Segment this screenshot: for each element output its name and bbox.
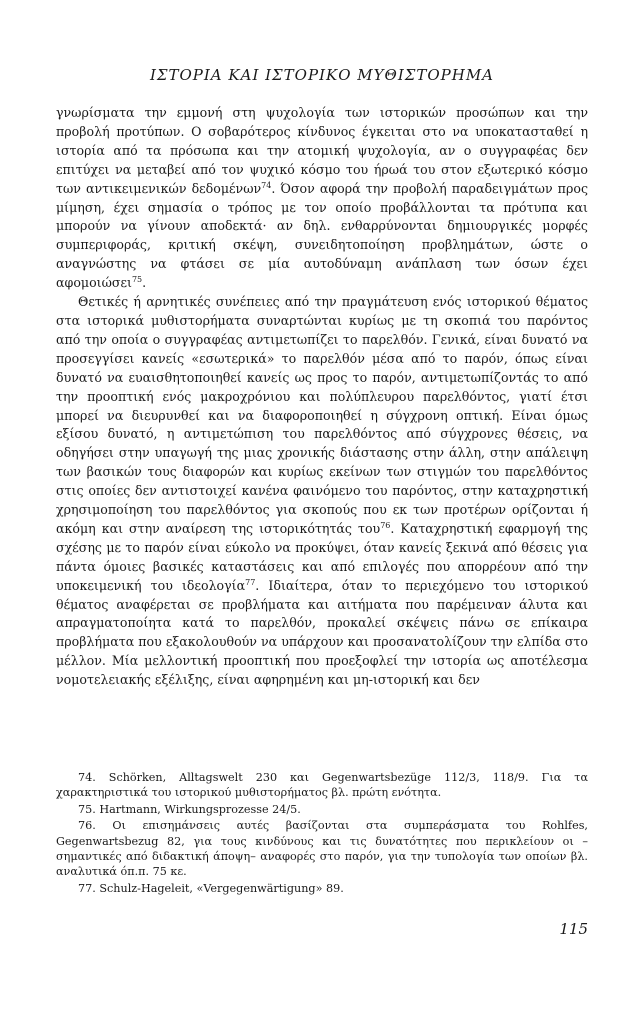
paragraph-1-text: . Όσον αφορά την προβολή παραδειγμάτων προς μίμηση, έχει σημασία ο τρόπος με τον οποίο προβάλλονται τα πρότυπα και μπορούν να γίνουν αποδεκτά· αν δηλ. ενθαρρύνονται δημιουργικές μορφές συμπεριφοράς, κριτική σκέψη, συνειδητοποίηση προβλημάτων, ώστε ο αναγνώστης να φτάσει σε μία αυτοδύναμη ανάπλαση των όσων έχει αφομοιώσει xyxy=(56,180,589,291)
body-text xyxy=(56,104,588,690)
footnote-77: 77. Schulz-Hageleit, «Vergegenwärtigung» 89. xyxy=(78,881,344,895)
paragraph-2-text: . Καταχρηστική εφαρμογή της σχέσης με το παρόν είναι εύκολο να προκύψει, όταν κανείς ξεκινά από θέσεις για πάντα όμοιες βασικές καταστάσεις και από επιλογές που απορρέουν από την υποκειμενική του ιδεολογία xyxy=(56,520,588,593)
paragraph-2 xyxy=(56,293,588,690)
paragraph-1-text: γνωρίσματα την εμμονή στη ψυχολογία των ιστορικών προσώπων και την προβολή προτύπων. Ο σοβαρότερος κίνδυνος έγκειται στο να υποκατασταθεί η ιστορία από τα πρόσωπα και την ατομική ψυχολογία, αν ο συγγραφέας δεν επιτύχει να μεταβεί από τον ψυχικό κόσμο του ήρωά του στον εξωτερικό κόσμο των αντικειμενικών δεδομένων xyxy=(56,105,588,196)
paragraph-1 xyxy=(56,104,588,293)
footnote-74: 74. Schörken, Alltagswelt 230 και Gegenwartsbezüge 112/3, 118/9. Για τα χαρακτηριστικά του ιστορικού μυθιστορήματος βλ. πρώτη ενότητα. xyxy=(56,771,588,800)
paragraph-2-text: . Ιδιαίτερα, όταν το περιεχόμενο του ιστορικού θέματος αναφέρεται σε προβλήματα και αιτήματα που παρέμειναν άλυτα και απραγματοποίητα κατά το παρελθόν, προκαλεί σκέψεις πάνω σε επίκαιρα προβλήματα που εξακολουθούν να υπάρχουν και προσανατολίζουν την ελπίδα στο μέλλον. Μία μελλοντική προοπτική που προεξοφλεί την ιστορία ως αποτέλεσμα νομοτελειακής εξέλιξης, είναι αφηρημένη και μη-ιστορική και δεν xyxy=(56,577,588,688)
paragraph-2-text: Θετικές ή αρνητικές συνέπειες από την πραγμάτευση ενός ιστορικού θέματος στα ιστορικά μυθιστορήματα συναρτώνται κυρίως με τη σκοπιά του παρόντος από την οποία ο συγγραφέας αντιμετωπίζει το παρελθόν. Γενικά, είναι δυνατό να προσεγγίσει κανείς «εσωτερικά» το παρελθόν μέσα από το παρόν, όπως είναι δυνατό να ευαισθητοποιηθεί κανείς ως προς το παρόν, αντιμετωπίζοντάς το από την προοπτική ενός μακροχρόνιου και πολύπλευρου παρελθόντος, γιατί έτσι μπορεί να διευρυνθεί και να διαφοροποιηθεί η σύγχρονη οπτική. Είναι όμως εξίσου δυνατό, η αντιμετώπιση του παρελθόντος από σύγχρονες θέσεις, να οδηγήσει στην υπαγωγή της μιας χρονικής διάστασης στην άλλη, στην απάλειψη των βασικών τους διαφορών και κυρίως εκείνων των στιγμών του παρελθόντος στις οποίες δεν αντιστοιχεί κανένα φαινόμενο του παρόντος, στην καταχρηστική χρησιμοποίηση του παρελθόντος για σκοπούς που εκ των προτέρων ορίζονται ή ακόμη και στην αναίρεση της ιστορικότητάς του xyxy=(56,294,588,536)
paragraph-1-text: . xyxy=(142,275,147,291)
footnote-ref-77: 77 xyxy=(245,577,256,587)
footnotes xyxy=(56,770,588,897)
footnote-75: 75. Hartmann, Wirkungsprozesse 24/5. xyxy=(78,802,301,816)
page-number: 115 xyxy=(559,920,588,938)
footnote-76: 76. Οι επισημάνσεις αυτές βασίζονται στα συμπεράσματα του Rohlfes, Gegenwartsbezug 82, για τους κινδύνους και τις δυνατότητες που περικλείουν οι –σημαντικές από διδακτική άποψη– αναφορές στο παρόν, για την τυπολογία των οποίων βλ. αναλυτικά όπ.π. 75 κε. xyxy=(56,819,588,879)
footnote-ref-75: 75 xyxy=(131,274,143,284)
footnote-ref-74: 74 xyxy=(261,180,272,190)
running-head: ΙΣΤΟΡΙΑ ΚΑΙ ΙΣΤΟΡΙΚΟ ΜΥΘΙΣΤΟΡΗΜΑ xyxy=(149,66,495,84)
book-page xyxy=(56,0,588,1024)
footnote-ref-76: 76 xyxy=(380,520,391,530)
